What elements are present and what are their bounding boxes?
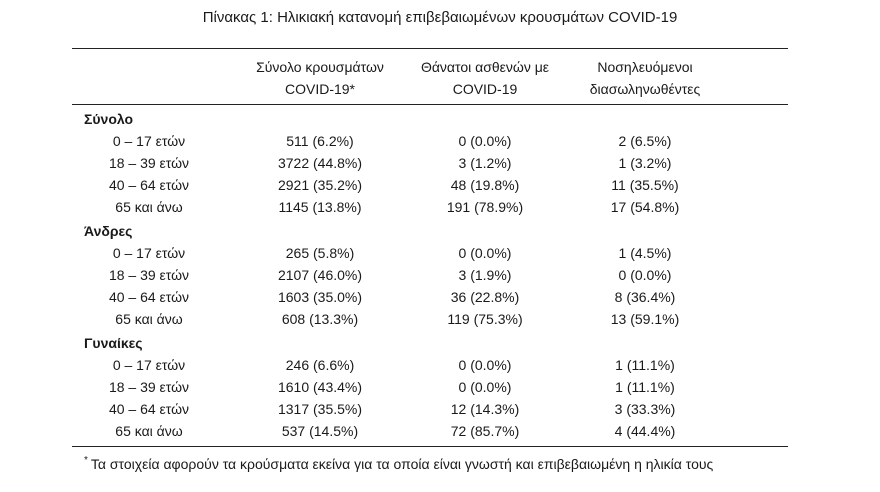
age-cell: 18 – 39 ετών [108, 267, 190, 283]
bottom-rule [72, 446, 788, 447]
cases-cell: 265 (5.8%) [285, 245, 355, 261]
cases-cell: 1145 (13.8%) [278, 199, 362, 215]
age-cell: 40 – 64 ετών [108, 401, 190, 417]
header-deaths-line2: COVID-19 [452, 81, 518, 97]
top-rule [72, 48, 788, 49]
deaths-cell: 0 (0.0%) [458, 133, 512, 149]
table-row [0, 152, 880, 174]
intubated-cell: 1 (11.1%) [615, 379, 675, 395]
cases-cell: 1603 (35.0%) [277, 289, 363, 305]
table-row [0, 196, 880, 218]
group-heading-total: Σύνολο [84, 111, 134, 127]
deaths-cell: 3 (1.2%) [458, 155, 512, 171]
header-total-cases [240, 56, 400, 100]
group-heading-men: Άνδρες [84, 223, 133, 239]
age-cell: 65 και άνω [115, 423, 183, 439]
age-cell: 40 – 64 ετών [108, 177, 190, 193]
intubated-cell: 1 (11.1%) [615, 357, 675, 373]
deaths-cell: 0 (0.0%) [458, 379, 512, 395]
table-row [0, 398, 880, 420]
intubated-cell: 8 (36.4%) [614, 289, 676, 305]
cases-cell: 511 (6.2%) [286, 133, 354, 149]
header-deaths-line1: Θάνατοι ασθενών με [420, 59, 550, 75]
group-heading-women: Γυναίκες [84, 335, 143, 351]
age-cell: 65 και άνω [115, 311, 183, 327]
header-intubated-line2: διασωληνωθέντες [589, 81, 701, 97]
footnote-text: Τα στοιχεία αφορούν τα κρούσματα εκείνα για τα οποία είναι γνωστή και επιβεβαιωμένη η ηλικία τους [90, 456, 714, 472]
age-cell: 0 – 17 ετών [112, 245, 186, 261]
cases-cell: 1610 (43.4%) [277, 379, 363, 395]
deaths-cell: 119 (75.3%) [447, 311, 523, 327]
age-cell: 0 – 17 ετών [112, 133, 186, 149]
age-cell: 18 – 39 ετών [108, 155, 190, 171]
intubated-cell: 0 (0.0%) [618, 267, 672, 283]
cases-cell: 246 (6.6%) [285, 357, 355, 373]
table-row [0, 354, 880, 376]
cases-cell: 608 (13.3%) [281, 311, 359, 327]
footnote-mark: * [84, 455, 88, 466]
cases-cell: 537 (14.5%) [281, 423, 359, 439]
intubated-cell: 11 (35.5%) [611, 177, 679, 193]
cases-cell: 3722 (44.8%) [277, 155, 363, 171]
deaths-cell: 0 (0.0%) [458, 245, 512, 261]
intubated-cell: 4 (44.4%) [614, 423, 676, 439]
deaths-cell: 48 (19.8%) [450, 177, 520, 193]
table-row [0, 286, 880, 308]
deaths-cell: 36 (22.8%) [450, 289, 520, 305]
table-row [0, 376, 880, 398]
table-row [0, 242, 880, 264]
table-row [0, 308, 880, 330]
intubated-cell: 3 (33.3%) [614, 401, 676, 417]
table-caption: Πίνακας 1: Ηλικιακή κατανομή επιβεβαιωμένων κρουσμάτων COVID-19 [202, 9, 678, 26]
cases-cell: 2107 (46.0%) [277, 267, 363, 283]
cases-cell: 2921 (35.2%) [277, 177, 363, 193]
deaths-cell: 191 (78.9%) [446, 199, 524, 215]
deaths-cell: 12 (14.3%) [450, 401, 520, 417]
intubated-cell: 17 (54.8%) [610, 199, 680, 215]
header-total-cases-line2: COVID-19* [284, 81, 356, 97]
intubated-cell: 13 (59.1%) [610, 311, 680, 327]
intubated-cell: 2 (6.5%) [618, 133, 672, 149]
cases-cell: 1317 (35.5%) [277, 401, 363, 417]
age-cell: 65 και άνω [115, 199, 183, 215]
intubated-cell: 1 (3.2%) [618, 155, 672, 171]
header-total-cases-line1: Σύνολο κρουσμάτων [256, 59, 384, 75]
deaths-cell: 3 (1.9%) [458, 267, 512, 283]
header-rule [72, 104, 788, 105]
deaths-cell: 72 (85.7%) [450, 423, 520, 439]
age-cell: 0 – 17 ετών [112, 357, 186, 373]
header-intubated-line1: Νοσηλευόμενοι [597, 59, 693, 75]
deaths-cell: 0 (0.0%) [458, 357, 512, 373]
table-row [0, 264, 880, 286]
header-intubated [545, 56, 745, 100]
table-row [0, 130, 880, 152]
age-cell: 40 – 64 ετών [108, 289, 190, 305]
table-row [0, 420, 880, 442]
table-row [0, 174, 880, 196]
footnote [84, 452, 713, 473]
age-cell: 18 – 39 ετών [108, 379, 190, 395]
intubated-cell: 1 (4.5%) [618, 245, 672, 261]
